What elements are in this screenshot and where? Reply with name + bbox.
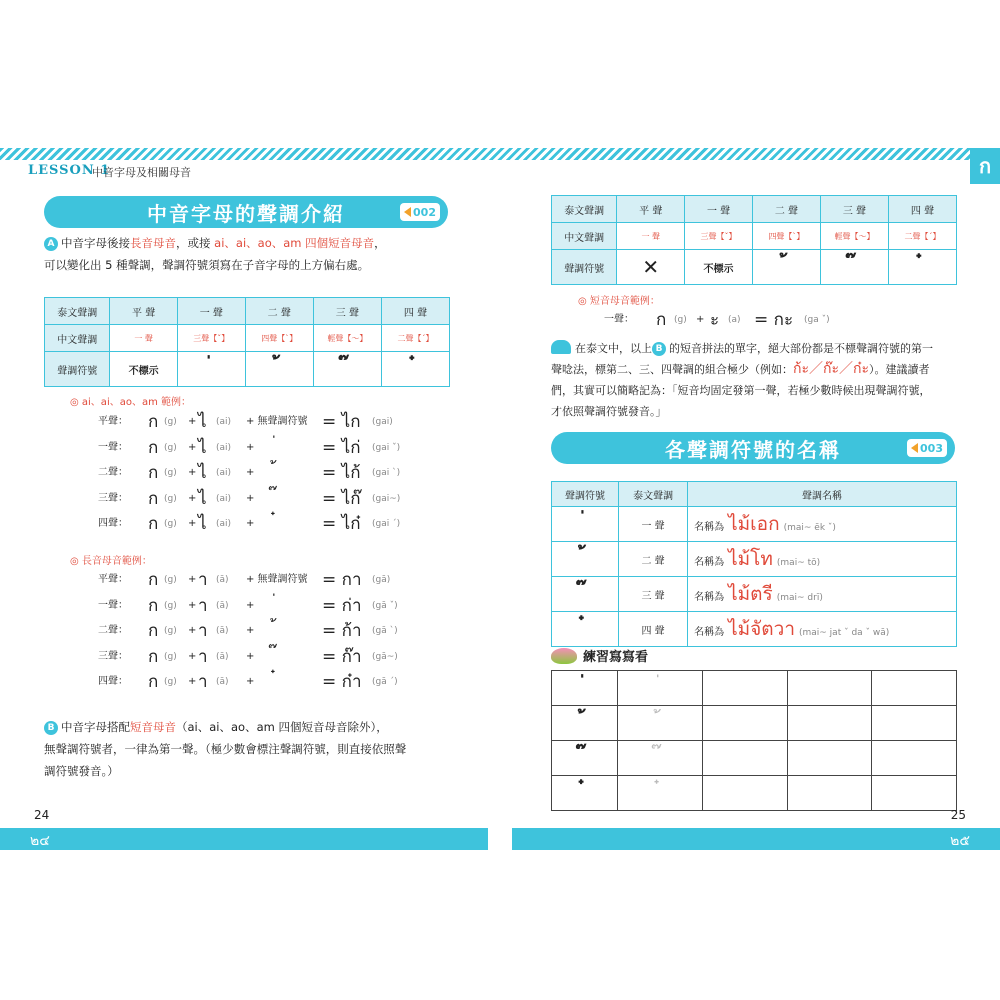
- table-cell: [685, 223, 753, 250]
- example-title-long: ◎ 長音母音範例：: [70, 556, 152, 567]
- tone-name-cell: [688, 612, 957, 647]
- header-cell: 泰文聲調: [619, 482, 688, 507]
- example-part: 四聲：: [98, 518, 128, 529]
- page-number-left: 24: [34, 808, 50, 822]
- cell-text: 平 聲: [132, 307, 156, 319]
- example-part: = ไก: [322, 412, 361, 432]
- example-row: [98, 512, 448, 536]
- lesson-label: LESSON 1: [28, 163, 111, 178]
- footer-bar-left: [0, 828, 488, 850]
- practice-cell: [618, 741, 703, 776]
- example-part: (gai ˋ): [372, 468, 401, 478]
- example-consonant-rom: (g): [674, 315, 687, 325]
- row-header-cell: [552, 250, 617, 285]
- example-label: 一聲：: [604, 314, 634, 325]
- example-part: +: [188, 574, 197, 585]
- practice-grid: [551, 670, 957, 811]
- practice-cell[interactable]: [787, 776, 872, 811]
- example-vowel: ะ: [710, 310, 720, 330]
- example-part: (g): [164, 575, 177, 585]
- example-part: (ai): [216, 519, 232, 529]
- practice-cell[interactable]: [787, 706, 872, 741]
- table-cell: [889, 223, 957, 250]
- highlight-long-vowel: 長音母音: [130, 236, 176, 250]
- example-part: ก: [148, 412, 159, 432]
- table-cell: [889, 250, 957, 285]
- example-part: (gai ˇ): [372, 442, 401, 453]
- para-text: ，: [374, 236, 386, 250]
- cell-text: 中文聲調: [564, 232, 605, 244]
- note-text: 聲唸法，標第二、三、四聲調的組合極少（例如：: [551, 363, 793, 376]
- example-part: (g): [164, 677, 177, 687]
- example-part: ก: [148, 595, 159, 616]
- table-row: [552, 223, 957, 250]
- example-row: [98, 436, 448, 460]
- table-cell: [245, 325, 313, 352]
- note-text: 才依照聲調符號發音。」: [551, 405, 667, 418]
- example-part: ก: [148, 488, 159, 509]
- table-row: [552, 542, 957, 577]
- audio-track-badge[interactable]: [400, 203, 440, 221]
- table-cell: [245, 298, 313, 325]
- tone-symbol-cell: [552, 542, 619, 577]
- badge-b-icon: B: [44, 721, 58, 735]
- badge-b-icon: B: [652, 342, 666, 356]
- banner-title: 中音字母的聲調介紹: [147, 201, 345, 226]
- table-cell: [617, 223, 685, 250]
- practice-row: [552, 671, 957, 706]
- practice-cell[interactable]: [872, 671, 957, 706]
- cell-text: 聲調符號: [564, 263, 605, 275]
- short-vowel-example: 一聲： ก (g) + ะ (a) = กะ (ga ˇ): [604, 310, 830, 330]
- example-part: 平聲：: [98, 416, 128, 427]
- example-part: (g): [164, 417, 177, 427]
- example-part: ไ: [198, 463, 207, 483]
- para-text: 調符號發音。）: [44, 764, 119, 778]
- table-cell: [177, 298, 245, 325]
- cell-text: 三 聲: [335, 307, 359, 319]
- table-cell: [752, 223, 820, 250]
- table-cell: [313, 352, 381, 387]
- example-part: (ā): [216, 651, 229, 662]
- practice-cell[interactable]: [787, 741, 872, 776]
- example-result: = กะ: [754, 310, 794, 330]
- table-header-row: [552, 482, 957, 507]
- practice-cell: [552, 741, 618, 776]
- tone-symbol-cell: [552, 612, 619, 647]
- cell-text: 不標示: [128, 365, 159, 377]
- para-text: 無聲調符號者，一律為第一聲。（極少數會標注聲調符號，則直接依照聲: [44, 742, 407, 756]
- example-part: = ไก๊: [322, 488, 361, 509]
- example-part: 一聲：: [98, 599, 128, 611]
- table-row: [552, 196, 957, 223]
- example-part: ก: [148, 621, 159, 641]
- practice-cell: [552, 671, 618, 706]
- cell-text: 三聲【ˇ】: [193, 333, 230, 343]
- cell-text: 一 聲: [641, 231, 660, 241]
- table-cell: [313, 325, 381, 352]
- table-cell: [110, 325, 177, 352]
- practice-cell[interactable]: [787, 671, 872, 706]
- example-part: = ไก่: [322, 437, 361, 458]
- example-part: +: [188, 416, 197, 427]
- cell-text: 平 聲: [639, 205, 663, 217]
- thai-tone-cell: 二 聲: [619, 542, 688, 577]
- cell-text: ✕: [642, 255, 660, 279]
- note-text: 的短音拼法的單字，絕大部份都是不標聲調符號的第一: [669, 342, 933, 355]
- audio-track-number: 002: [413, 205, 436, 219]
- tone-name: ไม้ตรี: [728, 583, 773, 605]
- example-part: +: [246, 676, 255, 687]
- speaker-icon: [911, 443, 918, 453]
- practice-cell: [618, 706, 703, 741]
- example-row: [98, 594, 448, 618]
- short-vowel-title: ◎ 短音母音範例：: [578, 296, 660, 307]
- page-number-right: 25: [950, 808, 966, 822]
- example-row: [98, 410, 448, 434]
- tone-name: ไม้โท: [728, 548, 773, 570]
- practice-cell[interactable]: [872, 776, 957, 811]
- table-cell: [889, 196, 957, 223]
- cell-text: 聲調符號: [57, 365, 98, 377]
- left-section-banner: [44, 196, 448, 228]
- practice-cell[interactable]: [703, 706, 788, 741]
- tone-name-cell: [688, 542, 957, 577]
- example-part: (g): [164, 519, 177, 529]
- example-part: ไ: [198, 488, 207, 509]
- practice-row: [552, 776, 957, 811]
- table-cell: [617, 250, 685, 285]
- table-cell: [177, 325, 245, 352]
- name-prefix: 名稱為: [694, 557, 725, 568]
- example-part: +: [246, 518, 255, 529]
- example-part: ไ: [198, 412, 207, 432]
- example-part: +: [246, 492, 255, 504]
- table-cell: [381, 325, 449, 352]
- table-cell: [685, 250, 753, 285]
- table-cell: [313, 298, 381, 325]
- example-part: = ก๊า: [322, 646, 362, 667]
- cell-text: 二 聲: [774, 205, 799, 217]
- tone-symbol-cell: [552, 577, 619, 612]
- para-text: ，或接: [176, 236, 215, 250]
- practice-title: 練習寫寫看: [583, 650, 649, 665]
- section-a-paragraph: [44, 232, 464, 276]
- example-part: ก: [148, 463, 159, 483]
- example-part: 二聲：: [98, 625, 128, 636]
- table-cell: [752, 250, 820, 285]
- table-row: [45, 352, 450, 387]
- example-part: (gai): [372, 417, 393, 427]
- example-part: +: [188, 650, 197, 662]
- example-row: [98, 461, 448, 485]
- example-part: (ai): [216, 468, 232, 478]
- example-part: ก: [148, 672, 159, 692]
- example-part: 二聲：: [98, 467, 128, 478]
- example-part: (ā): [216, 626, 229, 636]
- cell-text: 四聲【ˋ】: [768, 231, 805, 241]
- example-part: 三聲：: [98, 650, 128, 662]
- table-row: [552, 612, 957, 647]
- audio-track-number: 003: [920, 441, 943, 455]
- cell-text: 四聲【ˋ】: [261, 333, 298, 343]
- practice-row: [552, 741, 957, 776]
- example-part: (ai): [216, 417, 232, 427]
- practice-cell[interactable]: [703, 671, 788, 706]
- cell-text: 中文聲調: [57, 334, 98, 346]
- table-cell: [177, 352, 245, 387]
- example-part: ก: [148, 570, 159, 590]
- example-part: +: [188, 467, 197, 478]
- example-part: (ā): [216, 600, 229, 611]
- cell-text: 四 聲: [910, 205, 935, 217]
- note-thai-example: ก้ะ／ก๊ะ／ก๋ะ: [793, 361, 869, 377]
- table-row: [552, 250, 957, 285]
- name-prefix: 名稱為: [694, 522, 725, 533]
- example-part: +: [188, 625, 197, 636]
- practice-cell: [552, 706, 618, 741]
- table-cell: [617, 196, 685, 223]
- example-part: = ไก๋: [322, 514, 361, 534]
- right-section-banner: [551, 432, 955, 464]
- table-cell: [245, 352, 313, 387]
- highlight-short-vowel: 短音母音: [130, 720, 176, 734]
- header-cell: 聲調符號: [552, 482, 619, 507]
- cell-text: 泰文聲調: [57, 307, 98, 319]
- thai-tone-cell: 三 聲: [619, 577, 688, 612]
- example-part: (gā): [372, 575, 391, 585]
- example-part: า: [198, 570, 208, 590]
- example-result-rom: (ga ˇ): [804, 315, 830, 325]
- example-part: +: [188, 599, 197, 611]
- example-part: + 無聲調符號: [246, 416, 308, 427]
- row-header-cell: [45, 325, 110, 352]
- table-row: [45, 298, 450, 325]
- example-row: [98, 487, 448, 511]
- elephant-icon: [551, 340, 571, 354]
- example-part: (gā ˋ): [372, 626, 398, 636]
- example-part: (g): [164, 468, 177, 478]
- table-row: [552, 507, 957, 542]
- para-text: 可以變化出 5 種聲調，聲調符號須寫在子音字母的上方偏右處。: [44, 258, 370, 272]
- para-text: 中音字母後接: [61, 236, 130, 250]
- table-cell: [381, 298, 449, 325]
- note-paragraph: [551, 338, 961, 422]
- thai-tone-cell: 一 聲: [619, 507, 688, 542]
- example-part: (ai): [216, 493, 232, 504]
- example-part: (g): [164, 600, 177, 611]
- cell-text: 二 聲: [267, 307, 291, 319]
- row-header-cell: [552, 223, 617, 250]
- highlight-short-vowels: ai、ai、ao、am 四個短音母音: [214, 236, 375, 250]
- table-cell: [381, 352, 449, 387]
- example-part: = กา: [322, 570, 362, 590]
- example-part: +: [188, 441, 197, 453]
- practice-cell[interactable]: [703, 776, 788, 811]
- speaker-icon: [404, 207, 411, 217]
- tone-romanization: (mai~ ēk ˇ): [783, 523, 836, 533]
- example-part: = ก่า: [322, 595, 362, 616]
- row-header-cell: [45, 352, 110, 387]
- example-part: 三聲：: [98, 492, 128, 504]
- practice-row: [552, 706, 957, 741]
- practice-cell[interactable]: [703, 741, 788, 776]
- thai-page-number-left: ๒๔: [30, 833, 50, 849]
- practice-heading: [551, 646, 648, 665]
- audio-track-badge[interactable]: [907, 439, 947, 457]
- left-tone-table: [44, 297, 450, 387]
- example-part: +: [246, 650, 255, 662]
- thai-tone-cell: 四 聲: [619, 612, 688, 647]
- right-tone-table: [551, 195, 957, 285]
- example-part: (ā): [216, 677, 229, 687]
- example-part: า: [198, 646, 208, 667]
- badge-a-icon: A: [44, 237, 58, 251]
- practice-cell: [552, 776, 618, 811]
- header-hatch-bar: [0, 148, 970, 160]
- table-row: [552, 577, 957, 612]
- table-cell: [110, 352, 177, 387]
- example-part: ก: [148, 437, 159, 458]
- practice-cell[interactable]: [872, 741, 957, 776]
- footer-bar-right: [512, 828, 1000, 850]
- cell-text: 泰文聲調: [564, 205, 605, 217]
- cell-text: 三聲【ˇ】: [700, 231, 737, 241]
- practice-cell[interactable]: [872, 706, 957, 741]
- example-part: ก: [148, 514, 159, 534]
- example-part: (ai): [216, 442, 232, 453]
- example-vowel-rom: (a): [728, 315, 741, 325]
- para-text: （ai、ai、ao、am 四個短音母音除外），: [176, 720, 388, 734]
- example-part: = ไก้: [322, 463, 361, 483]
- example-part: (gā~): [372, 651, 398, 662]
- name-prefix: 名稱為: [694, 627, 725, 638]
- tone-name: ไม้จัตวา: [728, 618, 795, 640]
- note-text: 在泰文中，以上: [575, 342, 652, 355]
- header-cell: 聲調名稱: [688, 482, 957, 507]
- example-part: (g): [164, 626, 177, 636]
- table-row: [45, 325, 450, 352]
- row-header-cell: [45, 298, 110, 325]
- note-text: 們，其實可以簡略記為：「短音均固定發第一聲，若極少數時候出現聲調符號，: [551, 384, 931, 397]
- table-cell: [820, 250, 888, 285]
- tone-name-cell: [688, 577, 957, 612]
- example-part: +: [188, 492, 197, 504]
- cell-text: 一 聲: [706, 205, 731, 217]
- example-part: 平聲：: [98, 574, 128, 585]
- cell-text: 四 聲: [403, 307, 428, 319]
- practice-cell: [618, 776, 703, 811]
- table-cell: [820, 223, 888, 250]
- table-cell: [110, 298, 177, 325]
- example-row: [98, 619, 448, 643]
- example-part: (gai ˊ): [372, 519, 401, 529]
- thai-chapter-tab: ก: [970, 148, 1000, 184]
- section-b-paragraph: [44, 716, 464, 782]
- note-text: ）。建議讀者: [869, 363, 930, 376]
- example-part: (g): [164, 442, 177, 453]
- cell-text: 一 聲: [199, 307, 223, 319]
- example-part: า: [198, 621, 208, 641]
- cell-text: 不標示: [703, 263, 734, 275]
- tone-name-table: [551, 481, 957, 647]
- tone-romanization: (mai~ jat ˇ da ˇ wā): [798, 628, 890, 638]
- table-cell: [752, 196, 820, 223]
- row-header-cell: [552, 196, 617, 223]
- example-part: +: [246, 467, 255, 478]
- example-part: (g): [164, 493, 177, 504]
- tone-romanization: (mai~ drī): [776, 593, 823, 603]
- example-part: +: [188, 676, 197, 687]
- example-part: +: [246, 625, 255, 636]
- cell-text: 一 聲: [134, 333, 153, 343]
- example-row: [98, 645, 448, 669]
- example-part: 四聲：: [98, 676, 128, 687]
- practice-cell: [618, 671, 703, 706]
- example-part: ไ: [198, 437, 207, 458]
- tone-romanization: (mai~ tō): [776, 558, 821, 568]
- example-consonant: ก: [656, 310, 667, 330]
- example-part: + 無聲調符號: [246, 574, 308, 585]
- lesson-subtitle: 中音字母及相關母音: [92, 166, 191, 179]
- example-part: +: [188, 518, 197, 529]
- example-part: = ก๋า: [322, 672, 362, 692]
- example-title-ai: ◎ ai、ai、ao、am 範例：: [70, 397, 192, 408]
- example-part: (gā ˊ): [372, 677, 398, 687]
- tone-symbol-cell: [552, 507, 619, 542]
- tone-name: ไม้เอก: [728, 513, 780, 535]
- tone-name-cell: [688, 507, 957, 542]
- example-part: = ก้า: [322, 621, 362, 641]
- cell-text: 輕聲【～】: [327, 333, 368, 343]
- example-part: ไ: [198, 514, 207, 534]
- example-row: [98, 670, 448, 694]
- para-text: 中音字母搭配: [61, 720, 130, 734]
- example-part: (gā ˇ): [372, 600, 398, 611]
- example-part: า: [198, 672, 208, 692]
- example-part: า: [198, 595, 208, 616]
- example-part: (g): [164, 651, 177, 662]
- example-part: (gai~): [372, 493, 401, 504]
- cell-text: 二聲【ˊ】: [904, 231, 941, 241]
- cell-text: 三 聲: [842, 205, 867, 217]
- cell-text: 輕聲【～】: [834, 231, 875, 241]
- lotus-icon: [551, 648, 577, 664]
- example-row: [98, 568, 448, 592]
- thai-page-number-right: ๒๕: [950, 833, 970, 849]
- banner-title: 各聲調符號的名稱: [665, 437, 841, 462]
- example-part: (ā): [216, 575, 229, 585]
- example-part: +: [246, 599, 255, 611]
- example-part: +: [246, 441, 255, 453]
- table-cell: [820, 196, 888, 223]
- table-cell: [685, 196, 753, 223]
- example-part: ก: [148, 646, 159, 667]
- name-prefix: 名稱為: [694, 592, 725, 603]
- cell-text: 二聲【ˊ】: [397, 333, 434, 343]
- example-part: 一聲：: [98, 441, 128, 453]
